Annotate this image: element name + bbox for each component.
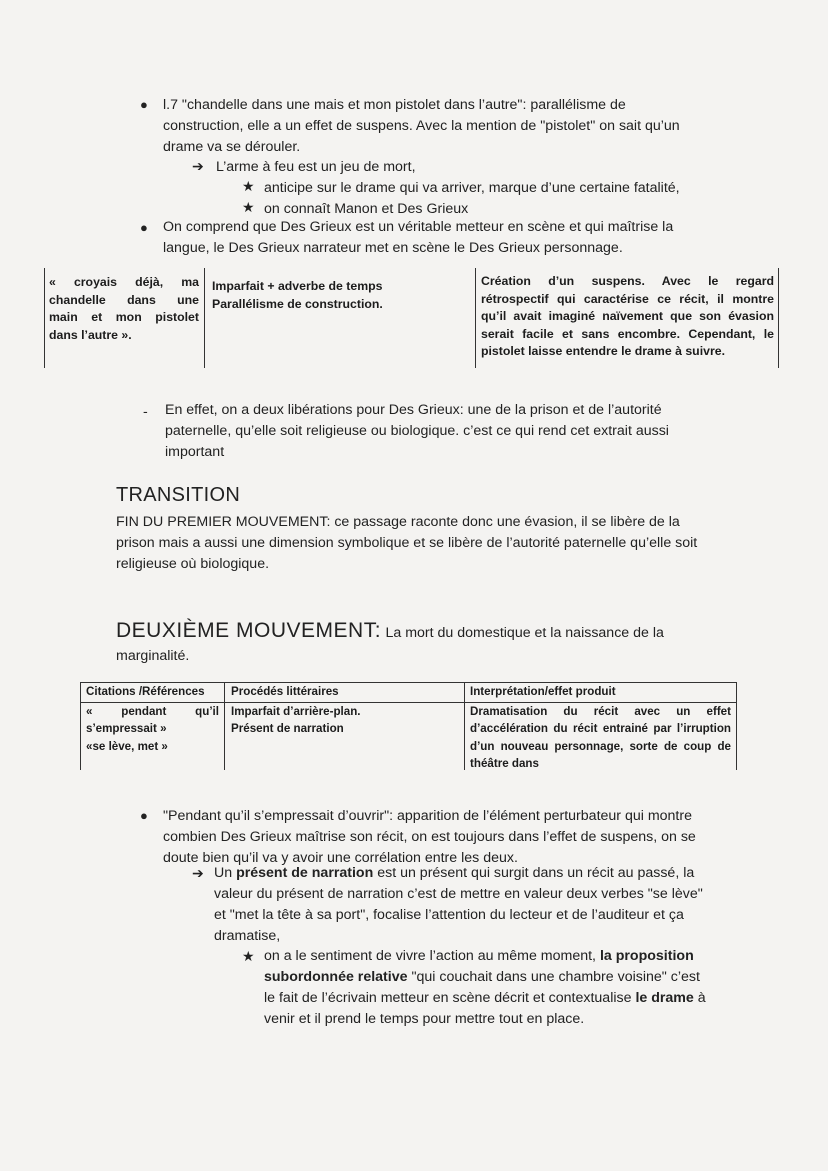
paragraph-present-narration: [214, 863, 703, 947]
bold-term: subordonnée relative: [264, 969, 408, 985]
cell-line: « croyais déjà, ma: [49, 275, 199, 289]
text-line: "Pendant qu’il s’empressait d’ouvrir": apparition de l’élément perturbateur qui montre: [163, 808, 692, 824]
star-icon: ★: [242, 948, 255, 964]
table-border: [475, 268, 476, 368]
text-line: religieuse où biologique.: [116, 556, 270, 572]
movement-subtitle: La mort du domestique et la naissance de la: [385, 625, 664, 641]
paragraph-pendant: [163, 806, 696, 869]
text-run: Un: [214, 865, 237, 881]
star-icon: ★: [242, 178, 255, 194]
table-cell-procede: [212, 278, 472, 313]
table-header-procedes: Procédés littéraires: [231, 685, 339, 698]
text-line: En effet, on a deux libérations pour Des Grieux: une de la prison et de l’autorité: [165, 402, 662, 418]
arrow-icon: ➔: [192, 158, 204, 174]
cell-line: rétrospectif qui caractérise ce récit, il montre: [481, 291, 774, 306]
cell-line: main et mon pistolet: [49, 310, 199, 325]
text-run: est un présent qui surgit dans un récit au passé, la: [373, 865, 695, 881]
paragraph-metteur: [163, 217, 673, 259]
text-line: et "met la tête à sa port", focalise l’attention du lecteur et de l’auditeur et ça: [214, 907, 684, 923]
dash-marker: -: [143, 404, 148, 420]
cell-line: Dramatisation du récit avec un effet: [470, 705, 731, 718]
bullet-icon: ●: [140, 808, 148, 823]
cell-line: qu’il avait imaginé naïvement que son évasion: [481, 309, 774, 324]
cell-line: Imparfait d’arrière-plan.: [231, 705, 361, 718]
arrow-icon: ➔: [192, 865, 204, 881]
text-line: [264, 967, 706, 988]
text-line: langue, le Des Grieux narrateur met en scène le Des Grieux personnage.: [163, 240, 623, 256]
paragraph-sentiment: [264, 946, 706, 1030]
paragraph-l7: [163, 95, 680, 158]
cell-line: Parallélisme de construction.: [212, 296, 383, 311]
table-border: [44, 268, 45, 368]
cell-line: serait facile et sans encombre. Cependant, le: [481, 326, 774, 341]
text-run: "qui couchait dans une chambre voisine" c’est: [407, 969, 700, 985]
paragraph-liberations: [165, 400, 669, 463]
text-line: valeur du présent de narration c’est de mettre en valeur deux verbes "se lève": [214, 886, 703, 902]
star-icon: ★: [242, 199, 255, 215]
table-header-interpretation: Interprétation/effet produit: [470, 685, 616, 698]
cell-line: d’un nouveau personnage, sorte de coup de: [470, 739, 731, 753]
star-text: anticipe sur le drame qui va arriver, marque d’une certaine fatalité,: [264, 180, 680, 196]
star-text: on connaît Manon et Des Grieux: [264, 201, 469, 217]
bullet-icon: ●: [140, 220, 148, 235]
cell-line: Présent de narration: [231, 722, 344, 736]
movement-title: DEUXIÈME MOUVEMENT:: [116, 619, 382, 642]
text-line: On comprend que Des Grieux est un véritable metteur en scène et qui maîtrise la: [163, 219, 674, 235]
cell-line: Imparfait + adverbe de temps: [212, 279, 383, 293]
table-cell-procede: [231, 703, 461, 738]
text-line: [264, 946, 706, 967]
cell-line: «se lève, met »: [86, 739, 168, 753]
cell-line: dans l’autre ».: [49, 327, 132, 342]
table-cell-citation: [49, 274, 199, 344]
text-line: dramatise,: [214, 928, 281, 944]
cell-line: théâtre dans: [470, 757, 539, 771]
table-border: [464, 682, 465, 770]
text-line: important: [165, 444, 225, 460]
table-cell-interpretation: [481, 273, 774, 361]
text-line: drame va se dérouler.: [163, 139, 301, 155]
text-run: le fait de l’écrivain metteur en scène décrit et contextualise: [264, 990, 636, 1006]
transition-heading: TRANSITION: [116, 484, 241, 506]
text-line: construction, elle a un effet de suspens. Avec la mention de "pistolet" on sait qu’un: [163, 118, 680, 134]
cell-line: d’accélération du récit entrainé par l’irruption: [470, 722, 731, 736]
cell-line: s’empressait »: [86, 722, 167, 736]
bold-term: le drame: [635, 990, 694, 1006]
transition-paragraph: [116, 512, 697, 575]
text-line: FIN DU PREMIER MOUVEMENT: ce passage raconte donc une évasion, il se libère de la: [116, 514, 680, 530]
table-cell-interpretation: [470, 703, 731, 773]
movement-subtitle-cont: marginalité.: [116, 648, 190, 664]
text-line: combien Des Grieux maîtrise son récit, on est toujours dans l’effet de suspens, on se: [163, 829, 696, 845]
arrow-text: L’arme à feu est un jeu de mort,: [216, 159, 416, 175]
text-line: doute bien qu’il va y avoir une corrélation entre les deux.: [163, 850, 518, 866]
bold-term: la proposition: [599, 948, 694, 964]
text-run: à: [693, 990, 706, 1006]
text-line: paternelle, qu’elle soit religieuse ou biologique. c’est ce qui rend cet extrait aussi: [165, 423, 669, 439]
table-border: [80, 682, 81, 770]
table-border: [204, 268, 205, 368]
table-header-citations: Citations /Références: [86, 685, 205, 698]
text-line: [214, 863, 703, 884]
bold-term: présent de narration: [236, 865, 374, 881]
text-line: prison mais a aussi une dimension symbolique et se libère de l’autorité paternelle qu’elle soit: [116, 535, 698, 551]
text-line: l.7 "chandelle dans une mais et mon pistolet dans l’autre": parallélisme de: [163, 97, 626, 113]
cell-line: chandelle dans une: [49, 292, 199, 307]
movement-heading: [116, 619, 664, 643]
table-border: [736, 682, 737, 770]
cell-line: Création d’un suspens. Avec le regard: [481, 274, 774, 288]
text-line: [264, 988, 706, 1009]
bullet-icon: ●: [140, 97, 148, 112]
text-line: venir et il prend le temps pour mettre tout en place.: [264, 1011, 585, 1027]
table-border: [224, 682, 225, 770]
text-run: on a le sentiment de vivre l’action au même moment,: [264, 948, 600, 964]
table-border: [778, 268, 779, 368]
cell-line: « pendant qu’il: [86, 705, 219, 718]
cell-line: pistolet laisse entendre le drame à suivre.: [481, 344, 725, 359]
table-cell-citation: [86, 703, 219, 755]
